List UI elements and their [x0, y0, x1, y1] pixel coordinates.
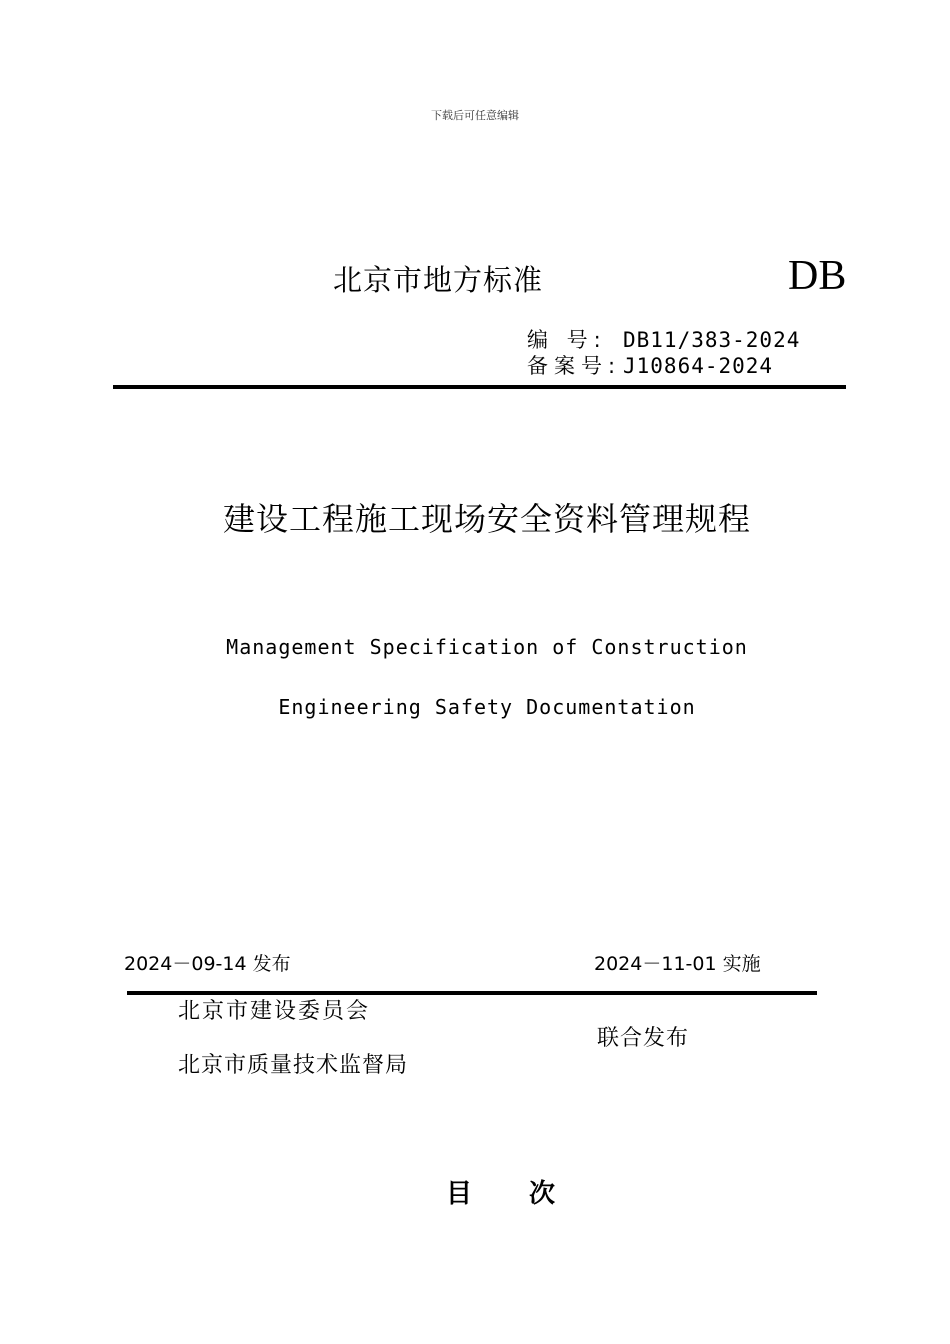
toc-heading: 目 次	[446, 1179, 580, 1209]
effective-date: 2024－11-01 实施	[594, 953, 761, 975]
issuer-second: 北京市质量技术监督局	[178, 1053, 409, 1078]
standard-number-value: DB11/383-2024	[623, 328, 801, 352]
document-title-en-line1: Management Specification of Construction	[226, 635, 748, 659]
document-title-en-line2: Engineering Safety Documentation	[278, 695, 696, 719]
document-title-zh: 建设工程施工现场安全资料管理规程	[222, 500, 751, 538]
db-mark: DB	[788, 253, 847, 299]
header-note: 下载后可任意编辑	[431, 109, 519, 122]
filing-number-value: J10864-2024	[623, 354, 774, 378]
filing-number-row	[527, 350, 773, 380]
joint-release-label: 联合发布	[597, 1026, 690, 1051]
standard-number-key: 编 号:	[527, 328, 607, 352]
top-divider	[113, 385, 846, 389]
publish-date: 2024－09-14 发布	[124, 953, 291, 975]
issuer-first: 北京市建设委员会	[178, 999, 371, 1024]
standard-label: 北京市地方标准	[333, 263, 544, 297]
filing-number-key: 备案号:	[527, 354, 622, 378]
